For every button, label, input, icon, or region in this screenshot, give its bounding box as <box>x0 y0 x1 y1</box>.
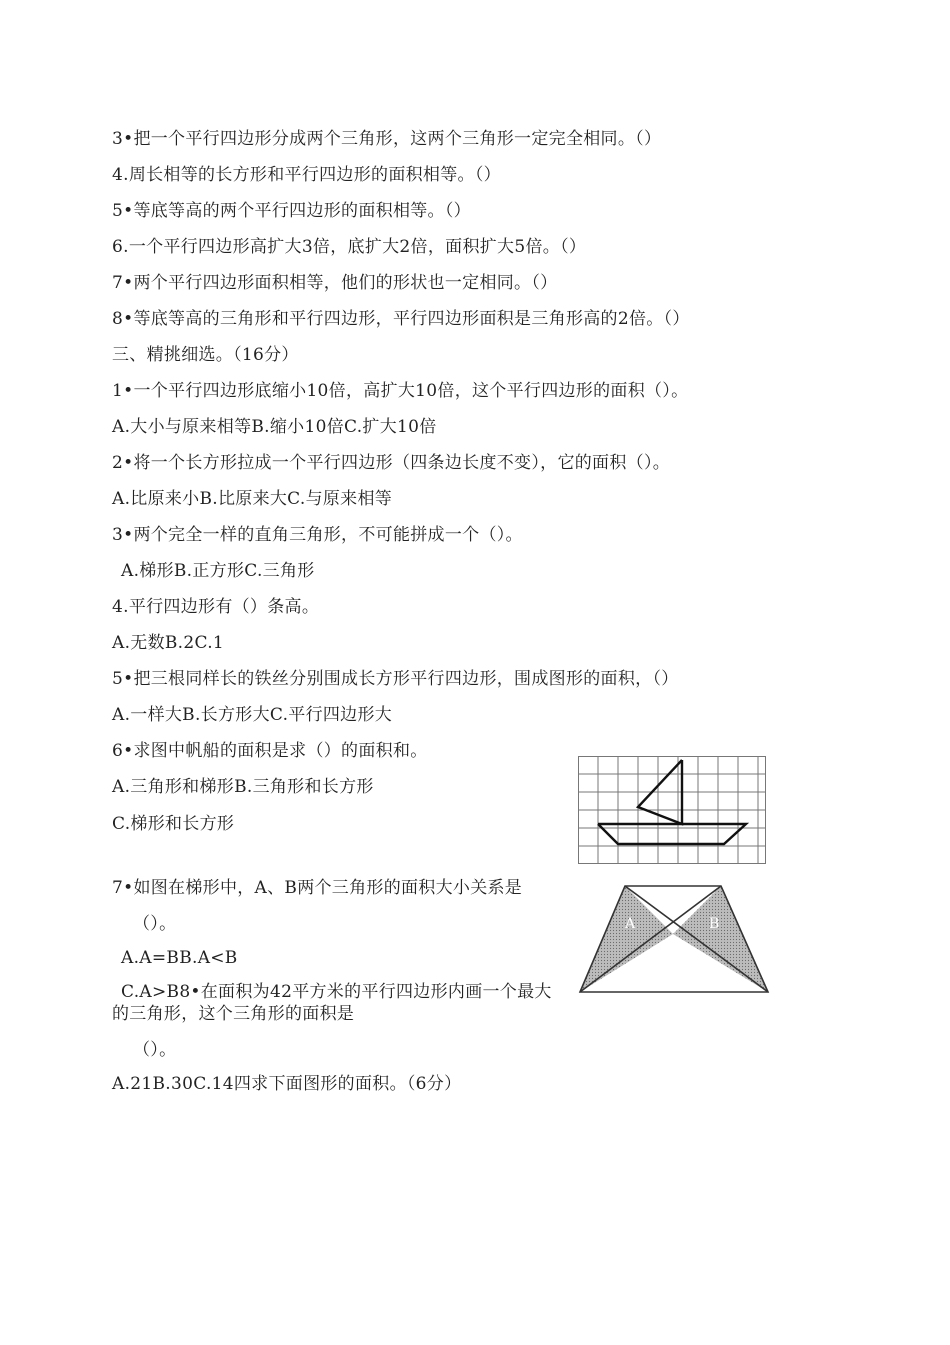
label-b: B <box>709 916 720 932</box>
choice-question-6-options-a-b: A.三角形和梯形B.三角形和长方形 <box>112 777 374 797</box>
judge-question-7: 7•两个平行四边形面积相等，他们的形状也一定相同。（） <box>112 273 558 293</box>
judge-question-8: 8•等底等高的三角形和平行四边形，平行四边形面积是三角形高的2倍。（） <box>112 309 690 329</box>
judge-question-5: 5•等底等高的两个平行四边形的面积相等。（） <box>112 201 471 221</box>
choice-question-3: 3•两个完全一样的直角三角形，不可能拼成一个（）。 <box>112 525 523 545</box>
choice-question-1: 1•一个平行四边形底缩小10倍，高扩大10倍，这个平行四边形的面积（）。 <box>112 381 689 401</box>
choice-question-7-8-line: C.A>B8•在面积为42平方米的平行四边形内画一个最大的三角形，这个三角形的面积是 <box>112 982 552 1024</box>
judge-question-6: 6.一个平行四边形高扩大3倍，底扩大2倍，面积扩大5倍。（） <box>112 237 587 257</box>
choice-question-6: 6•求图中帆船的面积是求（）的面积和。 <box>112 741 428 761</box>
triangle-a <box>580 886 673 992</box>
choice-question-5-options: A.一样大B.长方形大C.平行四边形大 <box>112 705 393 725</box>
choice-question-8-blank: （）。 <box>133 1040 177 1060</box>
choice-question-5: 5•把三根同样长的铁丝分别围成长方形平行四边形，围成图形的面积，（） <box>112 669 679 689</box>
choice-question-8-options: A.21B.30C.14四求下面图形的面积。（6分） <box>112 1074 462 1094</box>
choice-question-7-options: A.A=BB.A<B <box>121 948 238 968</box>
choice-question-7-blank: （）。 <box>133 914 177 934</box>
triangle-b <box>673 886 768 992</box>
choice-question-2: 2•将一个长方形拉成一个平行四边形（四条边长度不变），它的面积（）。 <box>112 453 671 473</box>
judge-question-4: 4.周长相等的长方形和平行四边形的面积相等。（） <box>112 165 501 185</box>
choice-question-4-options: A.无数B.2C.1 <box>112 633 225 653</box>
choice-question-6-options-c: C.梯形和长方形 <box>112 814 235 834</box>
choice-question-1-options: A.大小与原来相等B.缩小10倍C.扩大10倍 <box>112 417 437 437</box>
judge-question-3: 3•把一个平行四边形分成两个三角形，这两个三角形一定完全相同。（） <box>112 129 662 149</box>
section-3-title: 三、精挑细选。（16分） <box>112 345 299 365</box>
choice-question-2-options: A.比原来小B.比原来大C.与原来相等 <box>112 489 393 509</box>
sailboat-shape <box>598 760 746 844</box>
choice-question-4: 4.平行四边形有（）条高。 <box>112 597 320 617</box>
label-a: A <box>625 916 636 932</box>
sailboat-grid-figure <box>578 756 768 866</box>
trapezoid-triangles-figure <box>576 884 772 996</box>
choice-question-7: 7•如图在梯形中，A、B两个三角形的面积大小关系是 <box>112 878 523 898</box>
choice-question-3-options: A.梯形B.正方形C.三角形 <box>121 561 315 581</box>
